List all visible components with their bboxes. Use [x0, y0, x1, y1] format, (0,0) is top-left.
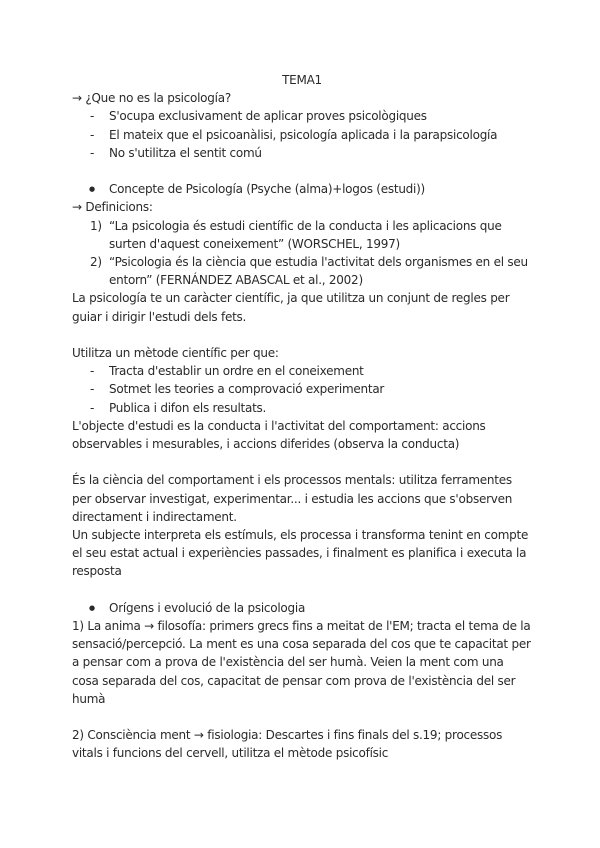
definitions-heading: → Definicions:	[72, 200, 153, 215]
paragraph-scientific-character: La psicología te un caràcter científic, ja que utilitza un conjunt de regles per guiar i dirigir l'estudi dels fets.	[72, 291, 510, 324]
spacer	[72, 708, 532, 726]
spacer	[72, 453, 532, 471]
definition-number: 1)	[90, 218, 102, 233]
paragraph-science-of-behavior: És la ciència del comportament i els processos mentals: utilitza ferramentes per observar investigat, experimentar... i estudia les accions que s'observen directament i indirectament.	[72, 473, 513, 524]
list-item: - S'ocupa exclusivament de aplicar proves psicològiques	[72, 107, 532, 125]
section-heading-what-is-not: → ¿Que no es la psicología?	[72, 91, 231, 106]
list-item: - Tracta d'establir un ordre en el coneixement	[72, 362, 532, 380]
what-is-not-list	[72, 107, 532, 162]
paragraph-object-of-study: L'objecte d'estudi es la conducta i l'activitat del comportament: accions observables i mesurables, i accions diferides (observa la conducta)	[72, 418, 486, 452]
definition-text: “La psicologia és estudi científic de la conducta i les aplicacions que surten d'aquest coneixement” (WORSCHEL, 1997)	[109, 218, 502, 251]
definition-text: “Psicologia és la ciència que estudia l'activitat dels organismes en el seu entorn” (FERNÁNDEZ ABASCAL et al., 2002)	[109, 255, 528, 288]
paragraph-origin-1: 1) La anima → filosofía: primers grecs fins a meitat de l'EM; tracta el tema de la sensació/percepció. La ment es una cosa separada del cos que te capacitat per a pensar com a prova de l'existència del ser humà. Veien la ment com una cosa separada del cos, capacitat de pensar com prova de l'existència del ser humà	[72, 619, 531, 706]
concept-bullet: ● Concepte de Psicología (Psyche (alma)+logos (estudi))	[72, 180, 532, 198]
paragraph-origin-2: 2) Consciència ment → fisiologia: Descartes i fins finals del s.19; processos vitals i funcions del cervell, utilitza el mètode psicofísic	[72, 728, 503, 761]
list-item: - Sotmet les teories a comprovació experimentar	[72, 380, 532, 398]
definitions-list	[72, 217, 532, 290]
list-item: - No s'utilitza el sentit comú	[72, 144, 532, 162]
origins-bullet: ● Orígens i evolució de la psicologia	[72, 599, 532, 617]
method-list	[72, 362, 532, 417]
document-content	[72, 71, 532, 763]
list-item: - Publica i difon els resultats.	[72, 399, 532, 417]
definition-item	[72, 253, 532, 289]
definition-item	[72, 217, 532, 253]
spacer	[72, 162, 532, 180]
page-title: TEMA1	[282, 73, 322, 87]
method-intro: Utilitza un mètode científic per que:	[72, 346, 279, 361]
definition-number: 2)	[90, 255, 102, 270]
list-item: - El mateix que el psicoanàlisi, psicología aplicada i la parapsicología	[72, 126, 532, 144]
spacer	[72, 581, 532, 599]
spacer	[72, 326, 532, 344]
paragraph-subject-interprets: Un subjecte interpreta els estímuls, els processa i transforma tenint en compte el seu estat actual i experiències passades, i finalment es planifica i executa la resposta	[72, 528, 529, 579]
